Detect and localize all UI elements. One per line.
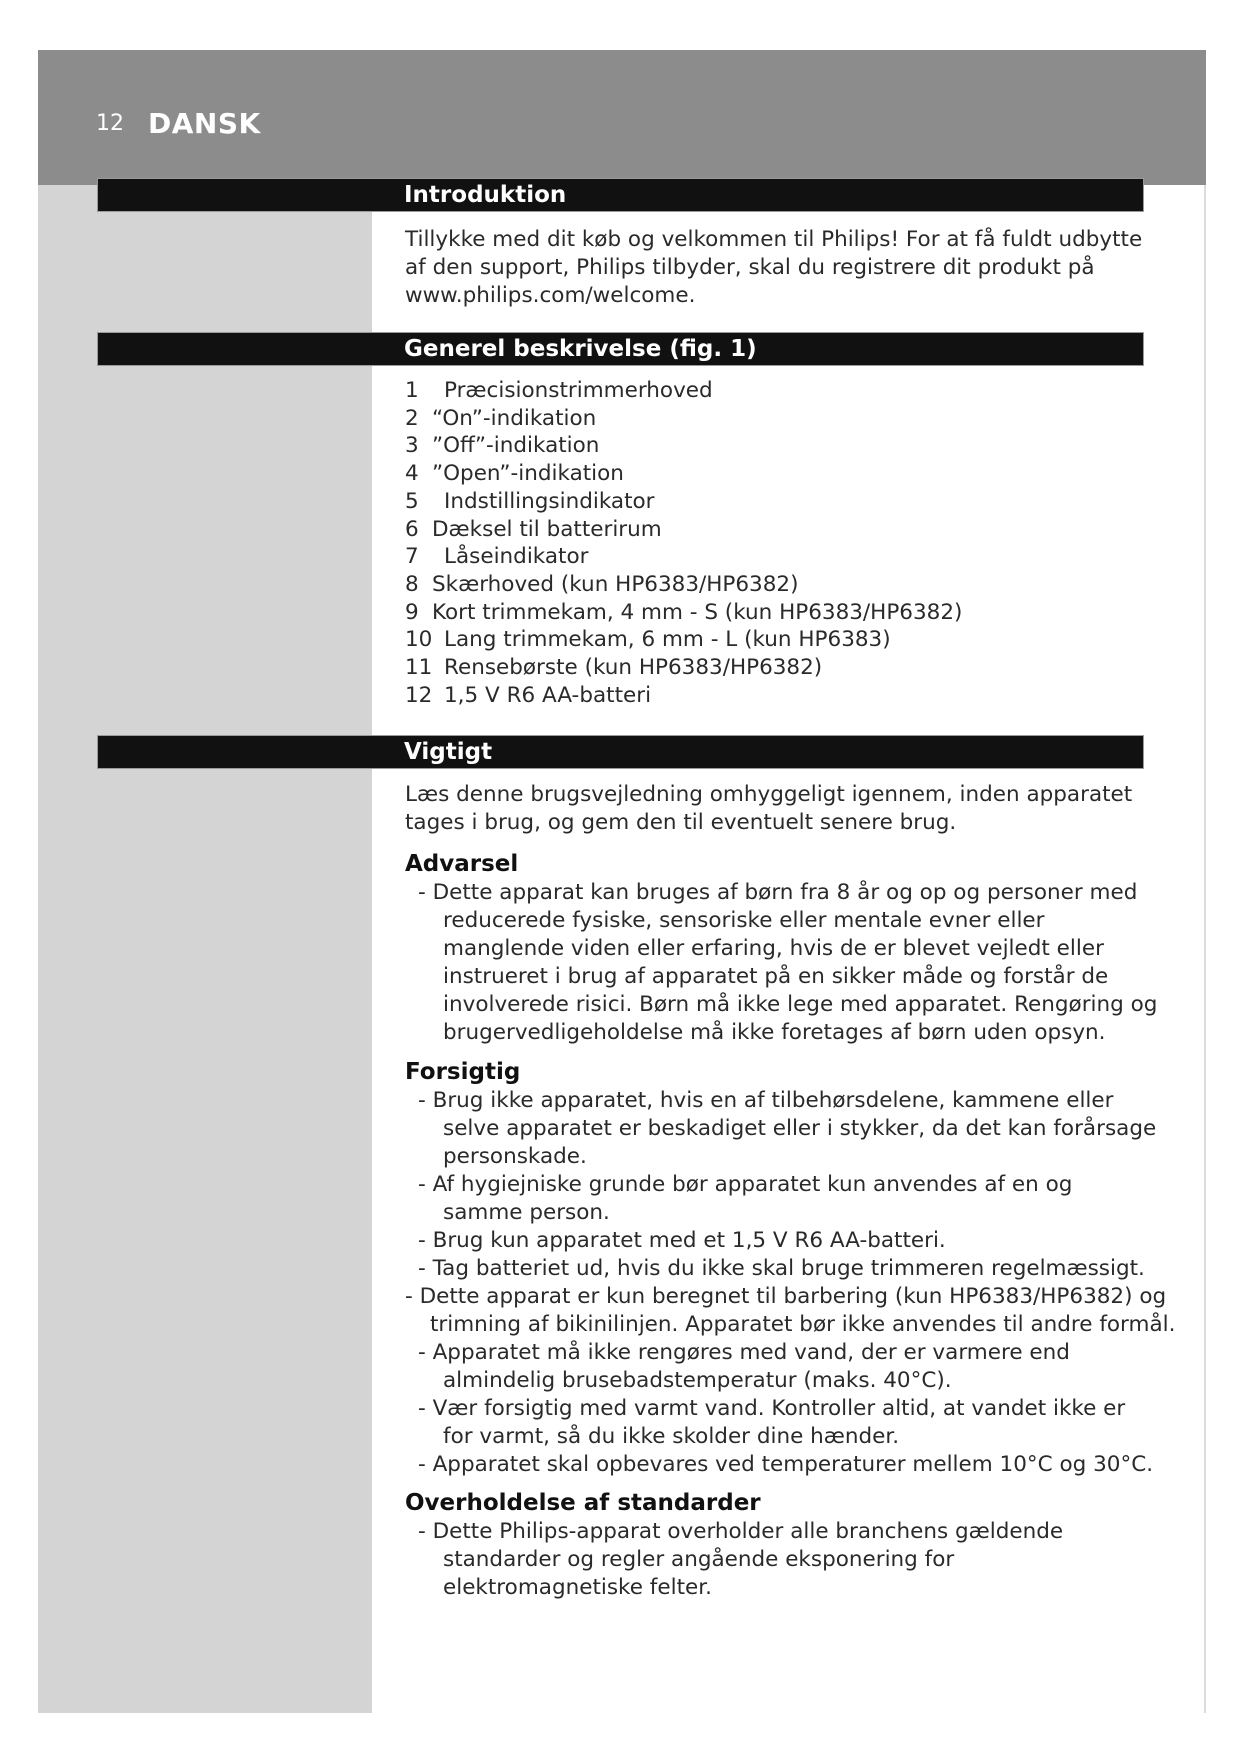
list-item: - Dette Philips-apparat overholder alle branchens gældende standarder og regler angående eksponering for elektromagnetiske felter. (418, 1519, 1064, 1600)
list-item: 9 Kort trimmekam, 4 mm - S (kun HP6383/HP6382) (405, 599, 963, 625)
list-item: 5 Indstillingsindikator (405, 488, 655, 514)
list-item: 3 ”Off”-indikation (405, 433, 600, 459)
list-item: - Brug ikke apparatet, hvis en af tilbehørsdelene, kammene eller selve apparatet er beskadiget eller i stykker, da det kan forårsage personskade. (418, 1088, 1157, 1169)
language-title: DANSK (148, 107, 261, 140)
section-title: Introduktion (404, 182, 567, 208)
list-item: 4 ”Open”-indikation (405, 461, 624, 487)
list-item: 1 Præcisionstrimmerhoved (405, 378, 713, 403)
compliance-list (418, 1518, 1158, 1602)
list-item: - Brug kun apparatet med et 1,5 V R6 AA-batteri. (418, 1228, 946, 1253)
warning-list (418, 879, 1158, 1047)
list-item: - Vær forsigtig med varmt vand. Kontroller altid, at vandet ikke er for varmt, så du ikke skolder dine hænder. (418, 1396, 1126, 1449)
section-header-important (97, 735, 1144, 769)
important-intro: Læs denne brugsvejledning omhyggeligt igennem, inden apparatet tages i brug, og gem den til eventuelt senere brug. (405, 782, 1133, 835)
list-item: - Apparatet skal opbevares ved temperaturer mellem 10°C og 30°C. (418, 1452, 1154, 1477)
right-border (1204, 185, 1206, 1713)
page-number: 12 (96, 111, 124, 136)
list-item: - Dette apparat er kun beregnet til barbering (kun HP6383/HP6382) og trimning af bikinilinjen. Apparatet bør ikke anvendes til andre formål. (405, 1284, 1176, 1337)
section-title: Vigtigt (404, 739, 493, 765)
list-item: - Apparatet må ikke rengøres med vand, der er varmere end almindelig brusebadstemperatur (maks. 40°C). (418, 1340, 1070, 1393)
list-item: 10 Lang trimmekam, 6 mm - L (kun HP6383) (405, 627, 891, 653)
intro-text: Tillykke med dit køb og velkommen til Philips! For at få fuldt udbytte af den support, Philips tilbyder, skal du registrere dit produkt på www.philips.com/welcome. (405, 227, 1143, 308)
side-column (38, 185, 372, 1713)
list-item: - Af hygiejniske grunde bør apparatet kun anvendes af en og samme person. (418, 1172, 1073, 1225)
warning-heading: Advarsel (405, 851, 519, 877)
list-item: 7 Låseindikator (405, 544, 589, 570)
list-item: 2 “On”-indikation (405, 405, 597, 431)
caution-list (405, 1087, 1176, 1479)
section-header-intro (97, 178, 1144, 212)
list-item: 12 1,5 V R6 AA-batteri (405, 682, 652, 708)
list-item: 8 Skærhoved (kun HP6383/HP6382) (405, 571, 799, 597)
section-header-general (97, 332, 1144, 366)
compliance-heading: Overholdelse af standarder (405, 1490, 761, 1516)
list-item: 11 Rensebørste (kun HP6383/HP6382) (405, 655, 823, 681)
list-item: - Tag batteriet ud, hvis du ikke skal bruge trimmeren regelmæssigt. (418, 1256, 1145, 1281)
list-item: 6 Dæksel til batterirum (405, 516, 662, 542)
parts-list (405, 377, 962, 709)
list-item: - Dette apparat kan bruges af børn fra 8 år og op og personer med reducerede fysiske, sensoriske eller mentale evner eller manglende viden eller erfaring, hvis de er blevet vejledt eller instrueret i brug af apparatet på en sikker måde og forstår de involverede risici. Børn må ikke lege med apparatet. Rengøring og brugervedligeholdelse må ikke foretages af børn uden opsyn. (418, 880, 1158, 1045)
caution-heading: Forsigtig (405, 1059, 521, 1085)
section-title: Generel beskrivelse (fig. 1) (404, 336, 757, 362)
